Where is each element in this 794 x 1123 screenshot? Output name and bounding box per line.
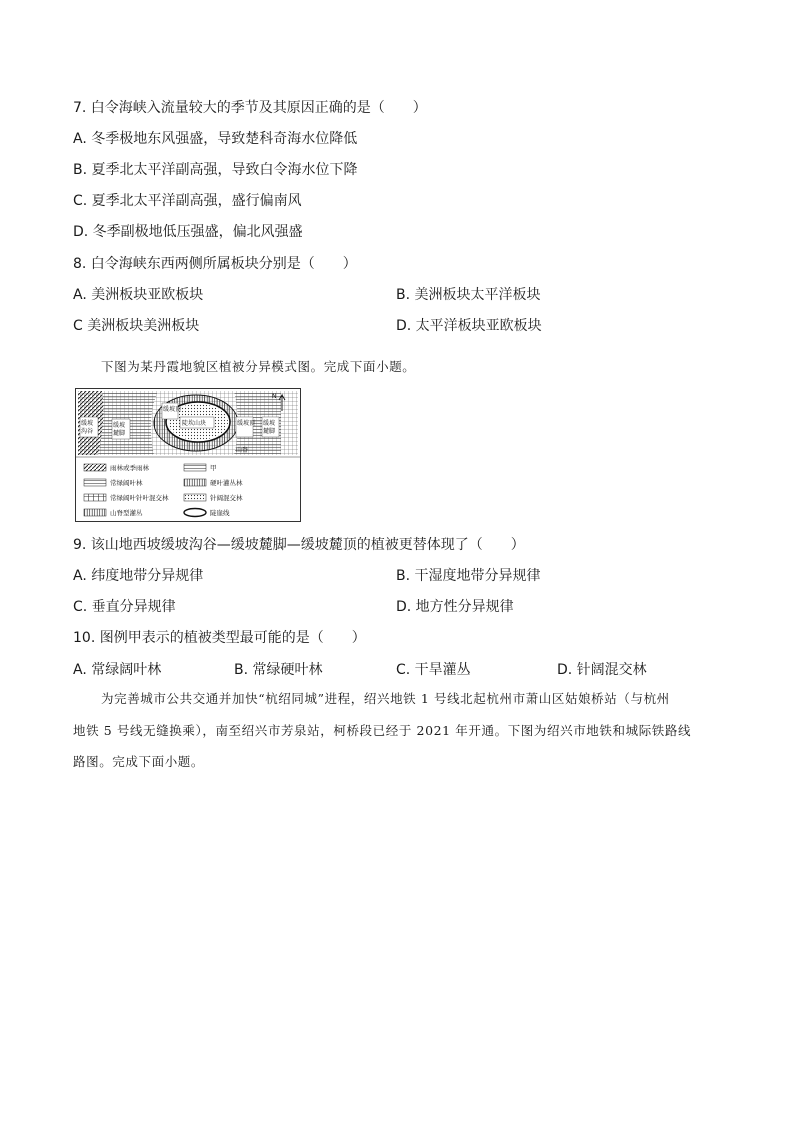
legend-label-3: 硬叶灌丛林	[210, 479, 243, 487]
q8-option-d: D. 太平洋板块亚欧板块	[396, 318, 542, 334]
label-valley: 缓坡沟谷	[81, 420, 94, 435]
label-block: 陡坎山块	[182, 420, 207, 427]
q7-stem: 7. 白令海峡入流量较大的季节及其原因正确的是（ ）	[73, 100, 427, 116]
legend-label-2: 常绿阔叶林	[110, 479, 143, 487]
q10-option-c: C. 干旱灌丛	[396, 662, 471, 678]
legend-label-6: 山脊型灌丛	[110, 509, 143, 517]
q8-option-b: B. 美洲板块太平洋板块	[396, 287, 541, 303]
metro-intro-line3: 路图。完成下面小题。	[73, 754, 205, 769]
figure-intro: 下图为某丹霞地貌区植被分异模式图。完成下面小题。	[101, 359, 416, 374]
label-top-right: 缓坡顶	[237, 420, 256, 427]
legend-label-0: 雨林或季雨林	[110, 464, 149, 472]
q9-option-d: D. 地方性分异规律	[396, 599, 514, 615]
q7-option-a: A. 冬季极地东风强盛，导致楚科奇海水位降低	[73, 131, 358, 147]
legend-swatch-sclerophyll	[184, 479, 206, 486]
q9-option-c: C. 垂直分异规律	[73, 599, 176, 615]
label-foot-right: 缓坡麓脚	[263, 420, 276, 435]
label-foot-left: 缓坡麓脚	[113, 422, 126, 437]
q9-option-a: A. 纬度地带分异规律	[73, 568, 204, 584]
q9-option-b: B. 干湿度地带分异规律	[396, 568, 541, 584]
legend-label-5: 针阔混交林	[210, 494, 243, 502]
label-steep-cliff: 缓坡顶	[163, 406, 182, 413]
q10-option-d: D. 针阔混交林	[557, 662, 647, 678]
legend-swatch-mixed	[84, 494, 106, 501]
legend-label-4: 常绿阔叶针叶混交林	[110, 494, 169, 502]
legend-label-1: 甲	[210, 464, 217, 472]
legend-swatch-coniferous-mixed	[184, 494, 206, 501]
legend-label-7: 陡崖线	[210, 509, 230, 517]
q7-option-d: D. 冬季副极地低压强盛，偏北风强盛	[73, 224, 303, 240]
legend-swatch-ridge-shrub	[84, 509, 106, 516]
q7-option-c: C. 夏季北太平洋副高强，盛行偏南风	[73, 193, 302, 209]
q10-option-b: B. 常绿硬叶林	[234, 662, 323, 678]
q8-stem: 8. 白令海峡东西两侧所属板块分别是（ ）	[73, 256, 357, 272]
label-ridge: 山脊	[236, 447, 249, 454]
vegetation-diagram-svg	[76, 389, 300, 521]
legend-swatch-cliff-line	[184, 509, 206, 517]
q10-stem: 10. 图例甲表示的植被类型最可能的是（ ）	[73, 630, 366, 646]
legend-swatch-rainforest	[84, 464, 106, 471]
metro-intro-line1: 为完善城市公共交通并加快“杭绍同城”进程，绍兴地铁 1 号线北起杭州市萧山区姑娘桥站（与杭州	[101, 691, 670, 706]
north-label: N	[272, 393, 277, 400]
legend-swatch-jia	[184, 464, 206, 471]
q8-option-c: C 美洲板块美洲板块	[73, 318, 200, 334]
q7-option-b: B. 夏季北太平洋副高强，导致白令海水位下降	[73, 162, 358, 178]
q8-option-a: A. 美洲板块亚欧板块	[73, 287, 204, 303]
vegetation-diagram	[75, 388, 301, 522]
q9-stem: 9. 该山地西坡缓坡沟谷—缓坡麓脚—缓坡麓顶的植被更替体现了（ ）	[73, 537, 525, 553]
legend-swatch-evergreen	[84, 479, 106, 486]
q10-option-a: A. 常绿阔叶林	[73, 662, 162, 678]
metro-intro-line2: 地铁 5 号线无缝换乘），南至绍兴市芳泉站，柯桥段已经于 2021 年开通。下图为绍兴市地铁和城际铁路线	[73, 723, 692, 738]
